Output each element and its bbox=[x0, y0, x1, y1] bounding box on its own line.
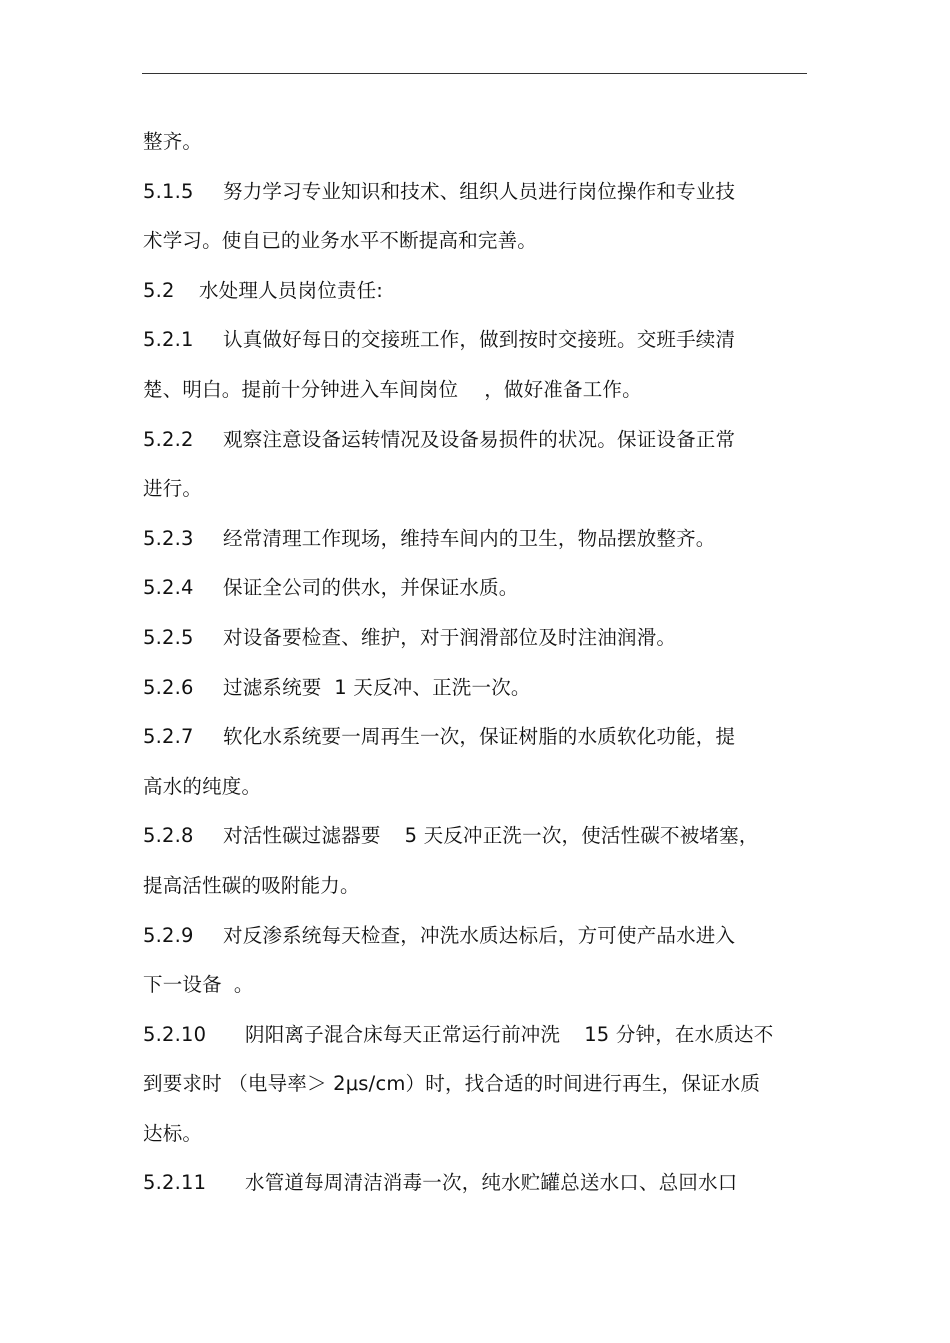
text-line bbox=[143, 216, 813, 266]
section-title: 水处理人员岗位责任: bbox=[199, 278, 384, 302]
text-line bbox=[143, 117, 813, 167]
clause-text: 观察注意设备运转情况及设备易损件的状况。保证设备正常 bbox=[223, 427, 736, 451]
clause-text: 5 天反冲正洗一次，使活性碳不被堵塞， bbox=[404, 824, 759, 848]
clause-5-2-6 bbox=[143, 663, 813, 713]
clause-5-1-5 bbox=[143, 167, 813, 217]
clause-text: 软化水系统要一周再生一次，保证树脂的水质软化功能，提 bbox=[223, 725, 736, 749]
clause-number: 5.1.5 bbox=[143, 179, 194, 203]
clause-text: 对反渗系统每天检查，冲洗水质达标后，方可使产品水进入 bbox=[223, 923, 736, 947]
clause-5-2-4 bbox=[143, 563, 813, 613]
section-number: 5.2 bbox=[143, 278, 175, 302]
clause-5-2-8 bbox=[143, 811, 813, 861]
clause-5-2-5 bbox=[143, 613, 813, 663]
clause-number: 5.2.10 bbox=[143, 1022, 207, 1046]
clause-number: 5.2.7 bbox=[143, 725, 194, 749]
clause-text: 水管道每周清洁消毒一次，纯水贮罐总送水口、总回水口 bbox=[245, 1171, 738, 1195]
text-line bbox=[143, 1059, 813, 1109]
clause-5-2-9 bbox=[143, 911, 813, 961]
clause-text: 认真做好每日的交接班工作，做到按时交接班。交班手续清 bbox=[223, 328, 736, 352]
text-line bbox=[143, 762, 813, 812]
line-text: 到要求时 （电导率＞ 2μs/cm）时，找合适的时间进行再生，保证水质 bbox=[143, 1072, 761, 1096]
line-text: 达标。 bbox=[143, 1121, 203, 1145]
line-text: 术学习。使自已的业务水平不断提高和完善。 bbox=[143, 229, 538, 253]
clause-number: 5.2.6 bbox=[143, 675, 194, 699]
clause-text: 保证全公司的供水，并保证水质。 bbox=[223, 576, 519, 600]
clause-text: 经常清理工作现场，维持车间内的卫生，物品摆放整齐。 bbox=[223, 526, 716, 550]
clause-text: 努力学习专业知识和技术、组织人员进行岗位操作和专业技 bbox=[223, 179, 736, 203]
clause-number: 5.2.5 bbox=[143, 625, 194, 649]
text-line bbox=[143, 1109, 813, 1159]
text-line bbox=[143, 365, 813, 415]
clause-number: 5.2.2 bbox=[143, 427, 194, 451]
clause-text: 15 分钟，在水质达不 bbox=[584, 1022, 774, 1046]
clause-text: 对设备要检查、维护，对于润滑部位及时注油润滑。 bbox=[223, 625, 677, 649]
clause-number: 5.2.4 bbox=[143, 576, 194, 600]
line-text: 高水的纯度。 bbox=[143, 774, 262, 798]
clause-5-2-1 bbox=[143, 315, 813, 365]
line-text: 下一设备 bbox=[143, 973, 222, 997]
line-text: 楚、明白。提前十分钟进入车间岗位 bbox=[143, 377, 459, 401]
header-rule bbox=[142, 73, 807, 74]
line-text: 整齐。 bbox=[143, 130, 203, 153]
clause-5-2-2 bbox=[143, 415, 813, 465]
document-body bbox=[143, 117, 813, 1208]
clause-text: 阴阳离子混合床每天正常运行前冲洗 bbox=[245, 1022, 561, 1046]
clause-number: 5.2.9 bbox=[143, 923, 194, 947]
clause-5-2-7 bbox=[143, 712, 813, 762]
clause-5-2-10 bbox=[143, 1010, 813, 1060]
clause-number: 5.2.8 bbox=[143, 824, 194, 848]
line-text: 提高活性碳的吸附能力。 bbox=[143, 873, 360, 897]
line-text: 进行。 bbox=[143, 477, 203, 501]
line-text: ，做好准备工作。 bbox=[484, 377, 642, 401]
text-line bbox=[143, 464, 813, 514]
section-5-2-heading bbox=[143, 266, 813, 316]
clause-number: 5.2.3 bbox=[143, 526, 194, 550]
clause-number: 5.2.1 bbox=[143, 328, 194, 352]
text-line bbox=[143, 960, 813, 1010]
clause-5-2-3 bbox=[143, 514, 813, 564]
clause-number: 5.2.11 bbox=[143, 1171, 207, 1195]
clause-text: 过滤系统要 1 天反冲、正洗一次。 bbox=[223, 675, 531, 699]
clause-5-2-11 bbox=[143, 1158, 813, 1208]
line-text: 。 bbox=[233, 973, 254, 997]
text-line bbox=[143, 861, 813, 911]
clause-text: 对活性碳过滤器要 bbox=[223, 824, 381, 848]
